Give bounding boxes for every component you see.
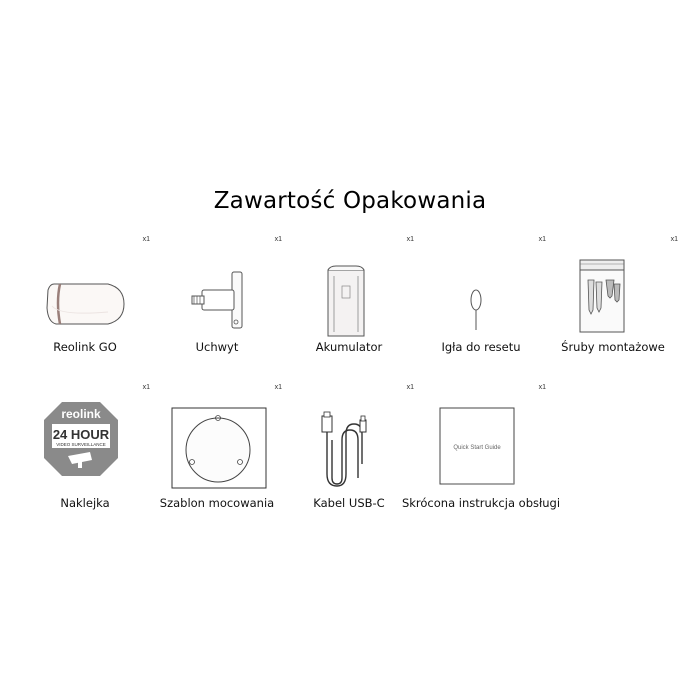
item-label: Igła do resetu [441,340,521,354]
page-title: Zawartość Opakowania [213,188,487,214]
camera-icon [20,246,150,346]
battery-icon [284,246,414,346]
package-item-mount [152,236,282,386]
mount-bracket-icon [152,246,282,346]
item-label: Śruby montażowe [561,340,665,354]
sticker-subline: VIDEO SURVEILLANCE [56,442,106,447]
item-label: Akumulator [315,340,383,354]
item-label: Skrócona instrukcja obsługi [401,496,561,510]
item-label: Szablon mocowania [159,496,275,510]
quantity-label: x1 [406,384,414,391]
quantity-label: x1 [142,236,150,243]
item-label: Kabel USB-C [313,496,385,510]
quantity-label: x1 [538,384,546,391]
quantity-label: x1 [274,384,282,391]
quantity-label: x1 [538,236,546,243]
sticker-headline: 24 HOUR [52,427,110,442]
quick-start-guide-icon [416,394,546,494]
quantity-label: x1 [142,384,150,391]
quantity-label: x1 [670,236,678,243]
package-item-battery [284,236,414,386]
item-label: Reolink GO [53,340,117,354]
sticker-icon [20,394,150,494]
usb-c-cable-icon [284,394,414,494]
mounting-template-icon [152,394,282,494]
package-item-template [152,384,282,534]
quantity-label: x1 [406,236,414,243]
package-item-sticker [20,384,150,534]
item-label: Naklejka [60,496,110,510]
package-item-screws [548,236,678,386]
sticker-brand: reolink [61,407,101,421]
reset-pin-icon [416,246,546,346]
package-item-cable [284,384,414,534]
package-item-reset-pin [416,236,546,386]
guide-cover-text: Quick Start Guide [453,445,501,451]
quantity-label: x1 [274,236,282,243]
screws-pack-icon [548,246,678,346]
item-label: Uchwyt [195,340,239,354]
package-item-guide [401,384,561,534]
package-item-camera [20,236,150,386]
